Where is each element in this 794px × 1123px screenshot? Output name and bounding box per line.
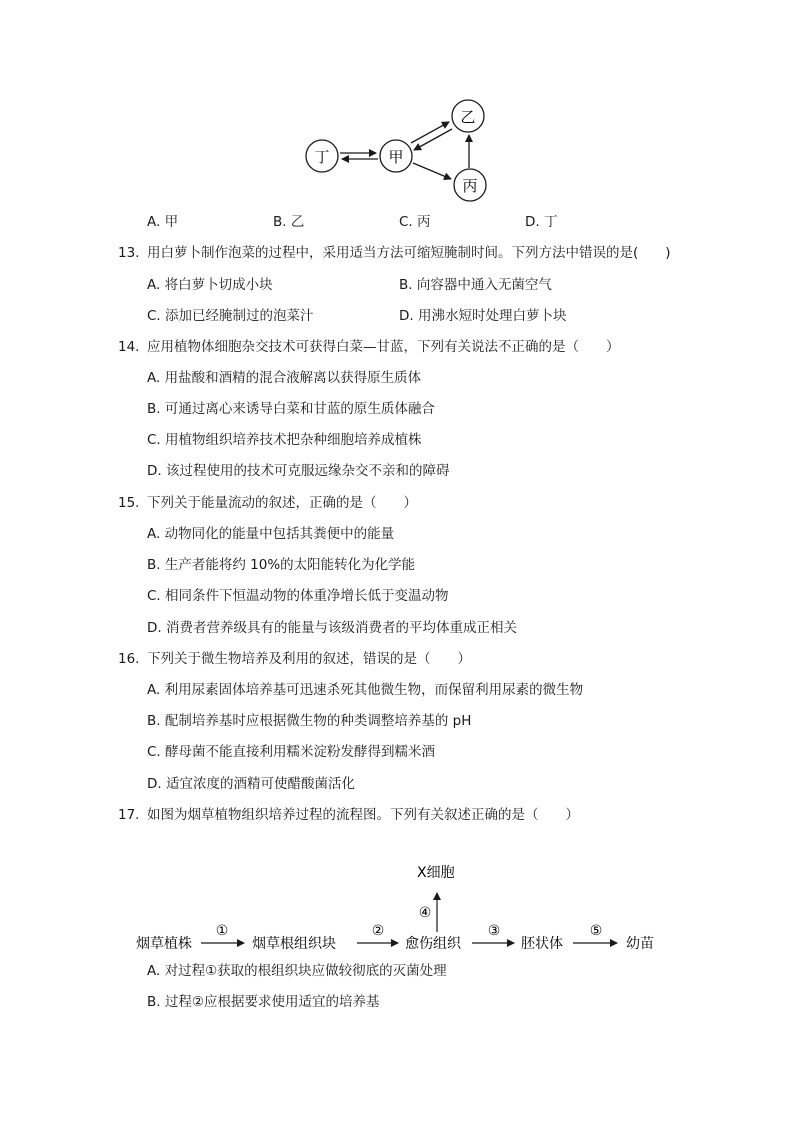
q12-option-a: A. 甲 (147, 214, 179, 230)
q15-stem: 下列关于能量流动的叙述，正确的是（ ） (147, 495, 417, 511)
node-bing (454, 169, 486, 201)
q12-option-b: B. 乙 (273, 214, 305, 230)
q13-option-a: A. 将白萝卜切成小块 (147, 277, 273, 293)
species-relation-diagram (0, 0, 794, 210)
q13-option-d: D. 用沸水短时处理白萝卜块 (399, 308, 567, 324)
flow-step-2: ② (371, 923, 385, 939)
q15-option-b: B. 生产者能将约 10%的太阳能转化为化学能 (147, 557, 416, 573)
q12-option-d: D. 丁 (525, 214, 558, 230)
q14-number: 14. (118, 339, 140, 355)
q16-option-a: A. 利用尿素固体培养基可迅速杀死其他微生物，而保留利用尿素的微生物 (147, 682, 584, 698)
flow-stage-seedling: 幼苗 (626, 936, 654, 952)
flow-step-4: ④ (418, 905, 432, 921)
svg-text:甲: 甲 (388, 148, 404, 166)
q16-number: 16. (118, 651, 140, 667)
arrow-jia-to-yi (411, 122, 449, 143)
q15-number: 15. (118, 495, 140, 511)
svg-text:丁: 丁 (314, 148, 330, 166)
q14-option-b: B. 可通过离心来诱导白菜和甘蓝的原生质体融合 (147, 401, 435, 417)
q12-option-c: C. 丙 (399, 214, 431, 230)
flow-step-5: ⑤ (589, 923, 603, 939)
flow-step-1: ① (215, 923, 229, 939)
flow-stage-plant: 烟草植株 (136, 936, 192, 952)
q15-option-c: C. 相同条件下恒温动物的体重净增长低于变温动物 (147, 588, 449, 604)
arrow-jia-to-bing (413, 163, 451, 179)
q13-option-c: C. 添加已经腌制过的泡菜汁 (147, 308, 314, 324)
q17-option-a: A. 对过程①获取的根组织块应做较彻底的灭菌处理 (147, 963, 447, 979)
q17-stem: 如图为烟草植物组织培养过程的流程图。下列有关叙述正确的是（ ） (147, 807, 579, 823)
q17-number: 17. (118, 807, 140, 823)
node-yi (452, 100, 484, 132)
q14-option-a: A. 用盐酸和酒精的混合液解离以获得原生质体 (147, 370, 422, 386)
tissue-culture-flowchart (0, 855, 794, 965)
q16-option-c: C. 酵母菌不能直接利用糯米淀粉发酵得到糯米酒 (147, 744, 436, 760)
q13-number: 13. (118, 245, 140, 261)
q14-stem: 应用植物体细胞杂交技术可获得白菜—甘蓝，下列有关说法不正确的是（ ） (147, 339, 620, 355)
flow-stage-x-cell: X细胞 (417, 865, 455, 881)
q16-option-d: D. 适宜浓度的酒精可使醋酸菌活化 (147, 776, 355, 792)
flow-step-3: ③ (487, 923, 501, 939)
q16-option-b: B. 配制培养基时应根据微生物的种类调整培养基的 pH (147, 713, 472, 729)
q13-stem: 用白萝卜制作泡菜的过程中，采用适当方法可缩短腌制时间。下列方法中错误的是( ) (147, 245, 671, 261)
arrow-yi-to-jia (414, 129, 452, 150)
q17-option-b: B. 过程②应根据要求使用适宜的培养基 (147, 994, 380, 1010)
svg-text:丙: 丙 (462, 177, 478, 195)
flow-stage-embryoid: 胚状体 (521, 936, 563, 952)
node-ding (306, 140, 338, 172)
svg-text:乙: 乙 (460, 108, 476, 126)
q15-option-a: A. 动物同化的能量中包括其粪便中的能量 (147, 526, 395, 542)
q14-option-c: C. 用植物组织培养技术把杂种细胞培养成植株 (147, 432, 422, 448)
q16-stem: 下列关于微生物培养及利用的叙述，错误的是（ ） (147, 651, 471, 667)
flow-stage-callus: 愈伤组织 (405, 936, 461, 952)
q14-option-d: D. 该过程使用的技术可克服远缘杂交不亲和的障碍 (147, 463, 450, 479)
q15-option-d: D. 消费者营养级具有的能量与该级消费者的平均体重成正相关 (147, 620, 517, 636)
flow-stage-root-tissue: 烟草根组织块 (252, 936, 336, 952)
node-jia (380, 140, 412, 172)
q13-option-b: B. 向容器中通入无菌空气 (399, 277, 552, 293)
